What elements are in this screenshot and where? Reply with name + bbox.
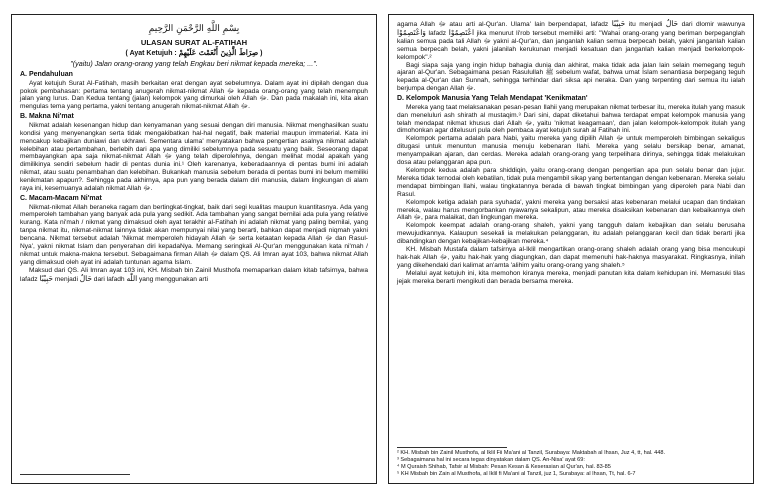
section-d-heading: D. Kelompok Manusia Yang Telah Mendapat 'Kenikmatan' [397, 95, 588, 103]
p1-text-d: lafadz [428, 29, 447, 37]
section-d-paragraph-3: Kelompok kedua adalah para shiddiqin, yaitu orang-orang dengan pengertian apa pun selalu benar dan jujur. Mereka tidak ternodai oleh kebatilan, tidak pula mengambil sikap yang bertentangan dengan kebenaran. Mereka selalu mendapat bimbingan Ilahi, walau tingkatannya berada di bawah tingkat bimbingan yang diperoleh para Nabi dan Rasul. [397, 167, 745, 198]
document-title: ULASAN SURAT AL-FATIHAH [140, 38, 248, 47]
ayat-translation: "(yaitu) Jalan orang-orang yang telah Engkau beri nikmat kepada mereka; ...". [70, 59, 318, 68]
paragraph-2: Bagi siapa saja yang ingin hidup bahagia dunia dan akhirat, maka tidak ada jalan lain selain memegang teguh ajaran al-Qur'an. Sebagaimana pesan Rasulullah ﷺ sebelum wafat, bahwa umat Islam senantiasa berpegang teguh kepada al-Qur'an dan Sunnah, sehingga terhindar dari siksa api neraka. Dan yang terpenting dari semua itu ialah berjumpa dengan Allah ﷻ. [397, 61, 745, 93]
p1-text-b: itu menjadi [628, 21, 663, 28]
section-d-paragraph-5: Kelompok keempat adalah orang-orang shaleh, yakni yang tangguh dalam kebajikan dan selalu berusaha mewujudkannya. Kalaupun sesekali ia melakukan pelanggaran, itu adalah pelanggaran kecil dan tidak berarti jika dibandingkan dengan kebajikan-kebajikan mereka.⁴ [397, 222, 745, 246]
section-a-heading: A. Pendahuluan [20, 71, 73, 78]
section-a-paragraph: Ayat ketujuh Surat Al-Fatihah, masih berkaitan erat dengan ayat sebelumnya. Dalam ayat ini dipilah dengan dua pokok pembahasan: pertama tentang anugerah nikmat-nikmat Allah ﷻ kepada orang-orang yang telah menempuh jalan yang lurus. Dan Kedua tentang (jalan) kelompok yang dimurkai oleh Allah ﷻ. Dan pada makalah ini, kita akan mengulas tema yang pertama, yakni tentang anugerah nikmat-nikmat Allah ﷻ. [20, 79, 368, 111]
ayat-arabic: صِرَاطَ الَّذِينَ أَنْعَمْتَ عَلَيْهِمْ [178, 48, 259, 57]
footnote-divider [397, 447, 507, 448]
section-b-heading: B. Makna Ni'mat [20, 113, 74, 121]
continued-paragraph [397, 20, 745, 62]
ayat-heading [20, 48, 368, 59]
c2-arabic-allah: اللّٰه [126, 273, 138, 283]
footnote: ⁴ M Quraish Shihab, Tafsir al Misbah: Pesan Kesan & Keserasian al Qur'an, hal. 83-85 [397, 464, 611, 470]
p1-text-e: jika menurut li'rob tersebut memiliki arti: "Wahai orang-orang yang beriman berpeganglah kalian semua pada tali Allah ﷻ yakni al-Qur'an, dan janganlah kalian semua berpecah belah, yakni janganlah kalian semua berpecah belah, yakni jalanilah kerukunan menjadi kesatuan dan janganlah kalian menjadi berkelompok-kelompok".² [397, 29, 746, 61]
ayat-label: ( Ayat Ketujuh : [125, 50, 177, 57]
section-c-paragraph-2 [20, 267, 368, 284]
section-c-paragraph-1: Nikmat-nikmat Allah beraneka ragam dan bertingkat-tingkat, baik dari segi kualitas maupun kuantitasnya. Ada yang memperoleh tambahan yang banyak ada pula yang sedikit. Ada tambahan yang sangat bernilai ada pula yang relative kurang. Kata ni'mah / nikmat yang dimaksud oleh ayat terakhir al-Fatihah ini adalah nikmat yang paling bernilai, yang tanpa nikmat itu, nikmat-nikmat lainnya tidak akan mempunyai nilai yang berarti, bahkan dapat menjadi niqmah yakni bencana. Nikmat tersebut adalah 'Nikmat memperoleh hidayah Allah ﷻ serta ketaatan kepada Allah ﷻ dan Rasul-Nya', yakni nikmat Islam dan penyerahan diri kepadaNya. Memang seringkali Al-Qur'an menggunakan kata ni'mah / nikmat untuk makna-makna tersebut. Sebagaimana firman Allah ﷻ dalam QS. Ali Imran ayat 103, bahwa nikmat Allah yang dimaksud oleh ayat ini adalah tuntunan agama Islam. [20, 203, 368, 266]
footnotes [397, 447, 745, 478]
footnote-divider [20, 474, 130, 475]
footnote: ⁵ KH Misbah bin Zain al Musthofa, al Iklil fi Ma'ani al Tanzil, juz 1, Surabaya: al Ihsan, Tt, hal. 6-7 [397, 471, 636, 477]
right-page [388, 14, 754, 484]
section-d-paragraph-6: KH. Misbah Mustafa dalam tafsirnya al-Iklil mengartikan orang-orang shaleh adalah orang yang bisa mencukupi hak-hak Allah ﷻ, yaitu hak-hak yang diagungkan, dan dapat memenuhi hak-haknya masyarakat. Ringkasnya, inilah yang dikehendaki dari kalimat an'amta 'alihim yaitu orang-orang yang shaleh.⁵ [397, 246, 745, 269]
bismillah-calligraphy: بِسْمِ اللَّهِ الرَّحْمَنِ الرَّحِيمِ [148, 24, 240, 34]
c2-text-c: dari lafadh [93, 275, 125, 283]
p1-arabic-habiban: حَبِيْبًا [611, 19, 626, 28]
section-d-paragraph-4: Kelompok ketiga adalah para syuhada', yakni mereka yang bersaksi atas kebenaran melalui ucapan dan tindakan mereka, walau harus mengorbankan nyawanya sekalipun, atau mereka disaksikan kebenaran dan kebaikannya oleh Allah ﷻ, para malaikat, dan lingkungan mereka. [397, 198, 745, 222]
section-d-paragraph-2: Kelompok pertama adalah para Nabi, yaitu mereka yang dipilih Allah ﷻ untuk memperoleh bimbingan sekaligus ditugasi untuk menuntun manusia menuju kebenaran Ilahi. Mereka yang selalu bersikap benar, amanat, menyampaikan ajaran, dan cerdas. Mereka adalah orang-orang yang terpelihara dirinya, sehingga tidak melakukan dosa atau pelanggaran apa pun. [397, 135, 745, 167]
p1-arabic-itashimu: اعْتَصِمُوْا [448, 27, 475, 37]
left-page [11, 14, 377, 484]
section-d-paragraph-7: Melalui ayat ketujuh ini, kita memohon kiranya mereka, menjadi panutan kita dalam kehidupan ini. Memasuki tilas jejak mereka berarti mengikuti dan berada bersama mereka. [397, 269, 745, 285]
section-d-paragraph-1: Mereka yang taat melaksanakan pesan-pesan Ilahii yang merupakan nikmat terbesar itu, mereka itulah yang masuk dan meneluluri ash shirath al mustaqim.³ Dari sini, dapat diketahui bahwa terdapat empat kelompok manusia yang telah mendapat nikmat khusus dari Allah ﷻ, yaitu 'nikmat keagamaan', dan jalan kelompok-kelompok itulah yang dimohonkan agar ditelusuri pula oleh pembaca ayat ketujuh surah al Fatihah ini. [397, 103, 745, 135]
c2-arabic-habiban: حَبِيْبًا [39, 273, 53, 283]
footnote: ² KH. Misbah bin Zainil Musthofa, al Iklil Fii Ma'ani al Tanzil, Surabaya: Maktabah al Ihsan, Juz 4, tt, hal. 448. [397, 450, 666, 456]
p1-text-a: agama Allah ﷻ atau arti al-Qur'an. Ulama' lain berpendapat, lafadz [397, 21, 609, 28]
footnote: ³ Sebagaimana hal ini secara tegas dinyatakan dalam QS. An-Nisa' ayat 69: [397, 457, 585, 463]
ayat-close: ) [260, 50, 263, 57]
section-c-heading: C. Macam-Macam Ni'mat [20, 194, 102, 202]
section-b-paragraph: Nikmat adalah kesenangan hidup dan kenyamanan yang sesuai dengan diri manusia. Nikmat menghasilkan suatu kondisi yang menyenangkan serta tidak mengakibatkan hal-hal negatif, baik material maupun immaterial. Kata ini mencakup kebajikan duniawi dan ukhrawi. Sementara ulama' menyatakan bahwa pengertian asalnya nikmat adalah kelebihan atau pertambahan, berlebih dari apa yang dimiliki sebelumnya pada sesuatu yang baik. Seseorang dapat membayangkan apa saja nikmat-nikmat Allah ﷻ yang telah diperolehnya, dengan melihat modal apakah yang dimilikinya sendiri sebelum hadir di pentas dunia ini.¹ Oleh karenanya, keberadaannya di pentas bumi ini adalah nikmat, atau suatu penambahan dan kelebihan. Bukankah manusia sebelum berada di pentas bumi ini belum memiliki kenikmatan apapun?. Sehingga pada akhirnya, apa pun yang berada dalam diri manusia, dalam lingkungan di alam raya ini, kesemuanya adalah nikmat Allah ﷻ. [20, 121, 368, 193]
p1-text-c: dari dlomir wawunya [681, 21, 746, 28]
p1-arabic-hal: حَالٌ [665, 19, 679, 28]
c2-text-d: yang menggunakan arti [139, 275, 208, 283]
c2-text-a: Maksud dari QS. Ali Imran ayat 103 ini, KH. Misbah bin Zainil Musthofa memaparkan dalam kitab tafsirnya, bahwa lafadz [20, 266, 368, 283]
c2-arabic-hal: حَالٌ [79, 273, 92, 283]
p1-arabic-waitashimu: وَاعْتَصِمُوْا [397, 27, 426, 37]
c2-text-b: menjadi [54, 275, 78, 283]
